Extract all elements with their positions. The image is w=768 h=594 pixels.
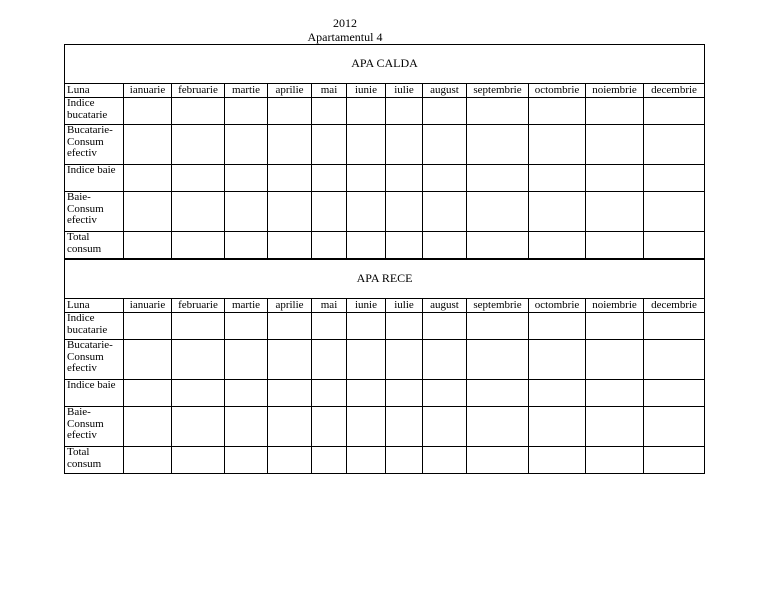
month-header-august: august xyxy=(423,299,467,313)
month-header-iunie: iunie xyxy=(347,84,386,98)
value-cell-ianuarie[interactable] xyxy=(124,125,172,165)
value-cell-ianuarie[interactable] xyxy=(124,98,172,125)
row-label: Total consum xyxy=(65,447,124,474)
value-cell-decembrie[interactable] xyxy=(644,407,705,447)
value-cell-aprilie[interactable] xyxy=(268,340,312,380)
apa-calda-month-header-row xyxy=(65,84,705,98)
value-cell-iunie[interactable] xyxy=(347,380,386,407)
value-cell-iulie[interactable] xyxy=(386,232,423,260)
value-cell-noiembrie[interactable] xyxy=(586,380,644,407)
value-cell-martie[interactable] xyxy=(225,447,268,474)
value-cell-februarie[interactable] xyxy=(172,380,225,407)
value-cell-august[interactable] xyxy=(423,447,467,474)
value-cell-noiembrie[interactable] xyxy=(586,313,644,340)
month-header-ianuarie: ianuarie xyxy=(124,84,172,98)
apa-rece-row-indice-baie xyxy=(65,380,705,407)
value-cell-februarie[interactable] xyxy=(172,192,225,232)
row-label: Bucatarie-Consum efectiv xyxy=(65,125,124,165)
apa-calda-title-row xyxy=(65,45,705,84)
value-cell-februarie[interactable] xyxy=(172,232,225,260)
value-cell-octombrie[interactable] xyxy=(529,165,586,192)
value-cell-noiembrie[interactable] xyxy=(586,447,644,474)
row-label: Bucatarie-Consum efectiv xyxy=(65,340,124,380)
value-cell-ianuarie[interactable] xyxy=(124,232,172,260)
water-consumption-table xyxy=(64,44,705,474)
value-cell-februarie[interactable] xyxy=(172,125,225,165)
month-header-decembrie: decembrie xyxy=(644,299,705,313)
value-cell-septembrie[interactable] xyxy=(467,165,529,192)
value-cell-iunie[interactable] xyxy=(347,232,386,260)
value-cell-septembrie[interactable] xyxy=(467,380,529,407)
value-cell-decembrie[interactable] xyxy=(644,232,705,260)
value-cell-decembrie[interactable] xyxy=(644,192,705,232)
month-header-ianuarie: ianuarie xyxy=(124,299,172,313)
apa-rece-row-baie-consum xyxy=(65,407,705,447)
month-header-iulie: iulie xyxy=(386,84,423,98)
month-header-aprilie: aprilie xyxy=(268,299,312,313)
value-cell-ianuarie[interactable] xyxy=(124,407,172,447)
month-header-mai: mai xyxy=(312,299,347,313)
value-cell-mai[interactable] xyxy=(312,165,347,192)
value-cell-iulie[interactable] xyxy=(386,192,423,232)
value-cell-septembrie[interactable] xyxy=(467,313,529,340)
value-cell-iulie[interactable] xyxy=(386,313,423,340)
value-cell-iulie[interactable] xyxy=(386,380,423,407)
row-label: Baie-Consum efectiv xyxy=(65,407,124,447)
value-cell-octombrie[interactable] xyxy=(529,98,586,125)
value-cell-iunie[interactable] xyxy=(347,313,386,340)
value-cell-iunie[interactable] xyxy=(347,447,386,474)
month-header-septembrie: septembrie xyxy=(467,84,529,98)
value-cell-august[interactable] xyxy=(423,313,467,340)
value-cell-august[interactable] xyxy=(423,165,467,192)
value-cell-aprilie[interactable] xyxy=(268,165,312,192)
value-cell-aprilie[interactable] xyxy=(268,232,312,260)
apa-calda-row-baie-consum xyxy=(65,192,705,232)
value-cell-iunie[interactable] xyxy=(347,98,386,125)
value-cell-decembrie[interactable] xyxy=(644,125,705,165)
value-cell-iulie[interactable] xyxy=(386,340,423,380)
value-cell-septembrie[interactable] xyxy=(467,407,529,447)
month-header-iulie: iulie xyxy=(386,299,423,313)
value-cell-iunie[interactable] xyxy=(347,192,386,232)
month-header-decembrie: decembrie xyxy=(644,84,705,98)
value-cell-iulie[interactable] xyxy=(386,447,423,474)
row-label: Indice bucatarie xyxy=(65,98,124,125)
value-cell-noiembrie[interactable] xyxy=(586,340,644,380)
value-cell-septembrie[interactable] xyxy=(467,340,529,380)
value-cell-aprilie[interactable] xyxy=(268,380,312,407)
value-cell-mai[interactable] xyxy=(312,313,347,340)
value-cell-august[interactable] xyxy=(423,340,467,380)
value-cell-aprilie[interactable] xyxy=(268,407,312,447)
value-cell-aprilie[interactable] xyxy=(268,98,312,125)
value-cell-iunie[interactable] xyxy=(347,340,386,380)
month-header-label: Luna xyxy=(65,299,124,313)
value-cell-mai[interactable] xyxy=(312,407,347,447)
value-cell-mai[interactable] xyxy=(312,380,347,407)
value-cell-februarie[interactable] xyxy=(172,165,225,192)
value-cell-ianuarie[interactable] xyxy=(124,447,172,474)
apa-calda-section-title: APA CALDA xyxy=(65,45,705,84)
value-cell-august[interactable] xyxy=(423,232,467,260)
value-cell-aprilie[interactable] xyxy=(268,313,312,340)
value-cell-noiembrie[interactable] xyxy=(586,125,644,165)
value-cell-mai[interactable] xyxy=(312,125,347,165)
value-cell-octombrie[interactable] xyxy=(529,447,586,474)
apa-calda-row-total-consum xyxy=(65,232,705,260)
value-cell-ianuarie[interactable] xyxy=(124,165,172,192)
value-cell-octombrie[interactable] xyxy=(529,407,586,447)
row-label: Indice bucatarie xyxy=(65,313,124,340)
value-cell-februarie[interactable] xyxy=(172,340,225,380)
month-header-martie: martie xyxy=(225,84,268,98)
month-header-iunie: iunie xyxy=(347,299,386,313)
apa-calda-row-indice-bucatarie xyxy=(65,98,705,125)
value-cell-iulie[interactable] xyxy=(386,407,423,447)
value-cell-noiembrie[interactable] xyxy=(586,232,644,260)
value-cell-decembrie[interactable] xyxy=(644,313,705,340)
month-header-octombrie: octombrie xyxy=(529,84,586,98)
value-cell-octombrie[interactable] xyxy=(529,192,586,232)
value-cell-februarie[interactable] xyxy=(172,407,225,447)
value-cell-ianuarie[interactable] xyxy=(124,380,172,407)
apa-rece-month-header-row xyxy=(65,299,705,313)
value-cell-august[interactable] xyxy=(423,125,467,165)
month-header-noiembrie: noiembrie xyxy=(586,84,644,98)
value-cell-septembrie[interactable] xyxy=(467,192,529,232)
value-cell-martie[interactable] xyxy=(225,407,268,447)
value-cell-mai[interactable] xyxy=(312,192,347,232)
value-cell-octombrie[interactable] xyxy=(529,232,586,260)
row-label: Indice baie xyxy=(65,380,124,407)
value-cell-decembrie[interactable] xyxy=(644,447,705,474)
value-cell-iulie[interactable] xyxy=(386,125,423,165)
value-cell-august[interactable] xyxy=(423,192,467,232)
apa-rece-section-title: APA RECE xyxy=(65,259,705,299)
month-header-august: august xyxy=(423,84,467,98)
value-cell-ianuarie[interactable] xyxy=(124,340,172,380)
value-cell-ianuarie[interactable] xyxy=(124,192,172,232)
month-header-aprilie: aprilie xyxy=(268,84,312,98)
value-cell-iunie[interactable] xyxy=(347,165,386,192)
value-cell-martie[interactable] xyxy=(225,380,268,407)
value-cell-martie[interactable] xyxy=(225,340,268,380)
month-header-mai: mai xyxy=(312,84,347,98)
value-cell-aprilie[interactable] xyxy=(268,447,312,474)
document-year: 2012 xyxy=(333,16,357,30)
apa-rece-row-total-consum xyxy=(65,447,705,474)
apa-calda-row-indice-baie xyxy=(65,165,705,192)
value-cell-noiembrie[interactable] xyxy=(586,98,644,125)
value-cell-martie[interactable] xyxy=(225,165,268,192)
value-cell-septembrie[interactable] xyxy=(467,98,529,125)
value-cell-ianuarie[interactable] xyxy=(124,313,172,340)
value-cell-octombrie[interactable] xyxy=(529,313,586,340)
value-cell-august[interactable] xyxy=(423,98,467,125)
month-header-octombrie: octombrie xyxy=(529,299,586,313)
value-cell-martie[interactable] xyxy=(225,313,268,340)
row-label: Indice baie xyxy=(65,165,124,192)
row-label: Total consum xyxy=(65,232,124,260)
value-cell-iulie[interactable] xyxy=(386,98,423,125)
value-cell-august[interactable] xyxy=(423,407,467,447)
value-cell-martie[interactable] xyxy=(225,232,268,260)
month-header-martie: martie xyxy=(225,299,268,313)
month-header-februarie: februarie xyxy=(172,299,225,313)
value-cell-februarie[interactable] xyxy=(172,98,225,125)
month-header-februarie: februarie xyxy=(172,84,225,98)
value-cell-noiembrie[interactable] xyxy=(586,407,644,447)
apa-rece-title-row xyxy=(65,259,705,299)
value-cell-iunie[interactable] xyxy=(347,125,386,165)
value-cell-iulie[interactable] xyxy=(386,165,423,192)
apartment-title: Apartamentul 4 xyxy=(307,30,383,44)
apa-rece-row-bucatarie-consum xyxy=(65,340,705,380)
month-header-septembrie: septembrie xyxy=(467,299,529,313)
value-cell-martie[interactable] xyxy=(225,192,268,232)
value-cell-aprilie[interactable] xyxy=(268,125,312,165)
value-cell-mai[interactable] xyxy=(312,232,347,260)
value-cell-mai[interactable] xyxy=(312,447,347,474)
value-cell-februarie[interactable] xyxy=(172,447,225,474)
month-header-label: Luna xyxy=(65,84,124,98)
value-cell-octombrie[interactable] xyxy=(529,125,586,165)
value-cell-decembrie[interactable] xyxy=(644,340,705,380)
value-cell-februarie[interactable] xyxy=(172,313,225,340)
value-cell-octombrie[interactable] xyxy=(529,380,586,407)
month-header-noiembrie: noiembrie xyxy=(586,299,644,313)
value-cell-decembrie[interactable] xyxy=(644,98,705,125)
value-cell-august[interactable] xyxy=(423,380,467,407)
value-cell-octombrie[interactable] xyxy=(529,340,586,380)
value-cell-martie[interactable] xyxy=(225,98,268,125)
row-label: Baie-Consum efectiv xyxy=(65,192,124,232)
value-cell-iunie[interactable] xyxy=(347,407,386,447)
value-cell-mai[interactable] xyxy=(312,340,347,380)
value-cell-septembrie[interactable] xyxy=(467,232,529,260)
apa-rece-row-indice-bucatarie xyxy=(65,313,705,340)
value-cell-martie[interactable] xyxy=(225,125,268,165)
value-cell-septembrie[interactable] xyxy=(467,125,529,165)
value-cell-decembrie[interactable] xyxy=(644,380,705,407)
value-cell-septembrie[interactable] xyxy=(467,447,529,474)
value-cell-mai[interactable] xyxy=(312,98,347,125)
value-cell-aprilie[interactable] xyxy=(268,192,312,232)
value-cell-decembrie[interactable] xyxy=(644,165,705,192)
value-cell-noiembrie[interactable] xyxy=(586,165,644,192)
value-cell-noiembrie[interactable] xyxy=(586,192,644,232)
apa-calda-row-bucatarie-consum xyxy=(65,125,705,165)
